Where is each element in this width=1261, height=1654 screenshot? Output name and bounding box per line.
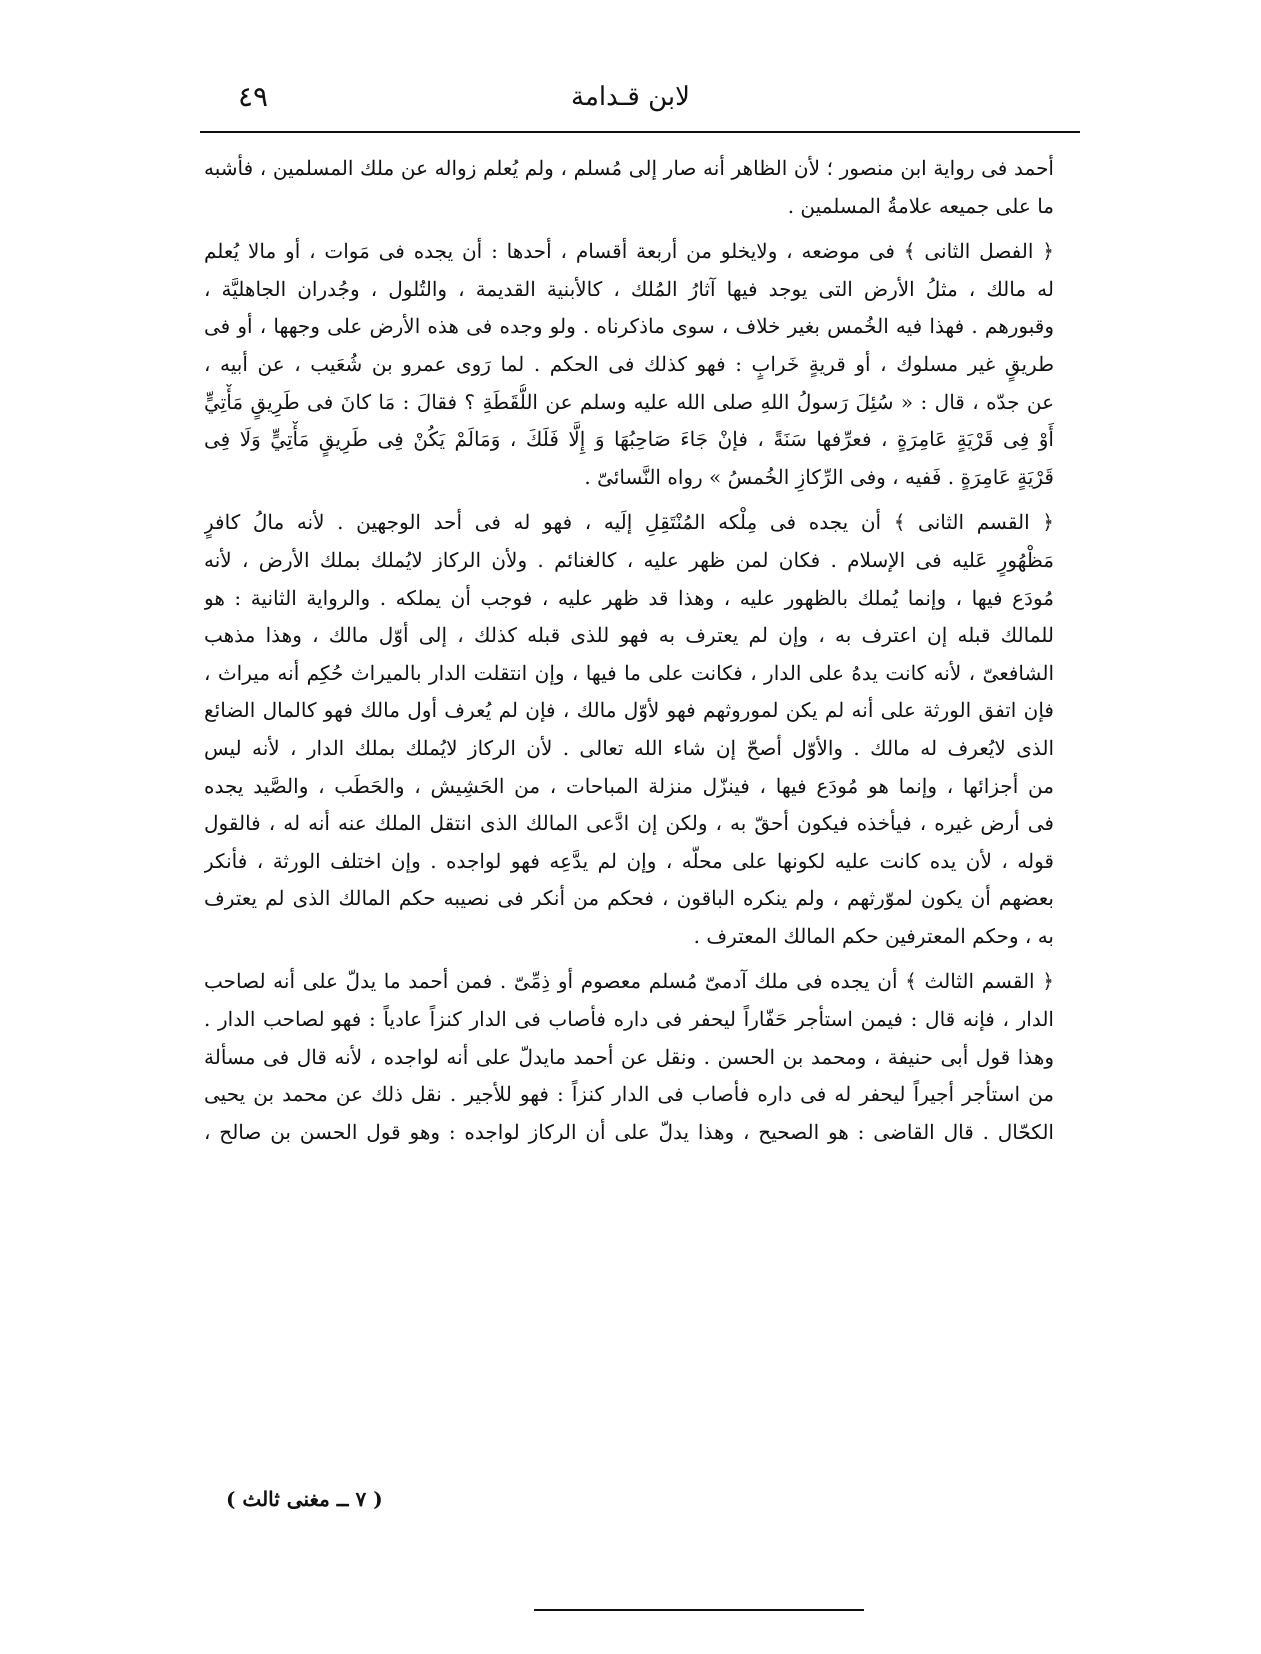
text-line: ﴿ الفصل الثانى ﴾ فى موضعه ، ولايخلو من أربعة أقسام ، أحدها : أن يجده فى مَوات ، أو مالا يُعلم xyxy=(204,239,1054,264)
text-line: طريقٍ غير مسلوك ، أو قريةٍ خَرابٍ : فهو كذلك فى الحكم . لما رَوى عمرو بن شُعَيب ، عن أبيه ، xyxy=(204,351,1054,376)
text-line: مُودَع فيها ، وإنما يُملك بالظهور عليه ، وهذا قد ظهر عليه ، فوجب أن يملكه . والرواية الثانية : هو xyxy=(204,585,1054,610)
text-line: عن جدّه ، قال : « سُئِلَ رَسولُ اللهِ صلى الله عليه وسلم عن اللُّقَطَةِ ؟ فقالَ : مَا كانَ فى طَرِيقٍ مَأْتِيٍّ xyxy=(204,389,1054,414)
running-header-title: لابن قـدامة xyxy=(571,82,690,112)
text-line: فى أرض غيره ، فيأخذه فيكون أحقّ به ، ولكن إن ادَّعى المالك الذى انتقل الملك عنه أنه له ، فالقول xyxy=(204,811,1054,836)
paragraph-intro xyxy=(204,150,1054,225)
text-line: الذى لايُعرف له مالك . والأوّل أصحّ إن شاء الله تعالى . لأن الركاز لايُملك بملك الدار ، لأنه ليس xyxy=(204,735,1054,760)
text-line: الدار ، فإنه قال : فيمن استأجر حَفّاراً ليحفر فى داره فأصاب فى الدار كنزاً عادياً : فهو لصاحب الدار . xyxy=(204,1007,1054,1032)
text-line: من أجزائها ، وإنما هو مُودَع فيها ، فينزّل منزلة المباحات ، من الحَشِيش ، والحَطَب ، والصَّيد يجده xyxy=(204,773,1054,798)
text-line: وهذا قول أبى حنيفة ، ومحمد بن الحسن . ونقل عن أحمد مايدلّ على أنه لواجده ، لأنه قال فى مسألة xyxy=(204,1044,1054,1069)
text-line: وقبورهم . فهذا فيه الخُمس بغير خلاف ، سوى ماذكرناه . ولو وجده فى هذه الأرض على وجهها ، أو فى xyxy=(204,314,1054,339)
text-line: من استأجر أجيراً ليحفر له فى داره فأصاب فى الدار كنزاً : فهو للأجير . نقل ذلك عن محمد بن يحيى xyxy=(204,1082,1054,1107)
text-line: قوله ، لأن يده كانت عليه لكونها على محلّه ، وإن لم يدَّعِه فهو لواجده . وإن اختلف الورثة ، فأنكر xyxy=(204,848,1054,873)
signature-mark: ( ٧ ــ مغنى ثالث ) xyxy=(226,1487,383,1511)
text-line: للمالك قبله إن اعترف به ، وإن لم يعترف به فهو للذى قبله كذلك ، إلى أوّل مالك ، وهذا مذهب xyxy=(204,623,1054,648)
paragraph-third-category xyxy=(204,963,1054,1151)
text-line: ﴿ القسم الثانى ﴾ أن يجده فى مِلْكه المُنْتَقِلِ إلَيه ، فهو له فى أحد الوجهين . لأنه مالُ كافرٍ xyxy=(204,510,1054,535)
text-line: فإن اتفق الورثة على أنه لم يكن لموروثهم فهو لأوّل مالك ، فإن لم يُعرف أول مالك فهو كالمال الضائع xyxy=(204,698,1054,723)
text-line: مَظْهُورٍ عَليه فى الإسلام . فكان لمن ظهر عليه ، كالغنائم . ولأن الركاز لايُملك بملك الأرض ، لأنه xyxy=(204,547,1054,572)
page-number: ٤٩ xyxy=(238,80,269,113)
text-line: أَوْ فِى قَرْيَةٍ عَامِرَةٍ ، فعرِّفها سَنَةً ، فإنْ جَاءَ صَاحِبُهَا وَ إِلَّا فَلَكَ ، وَمَالَمْ يَكُنْ فِى طَرِيقٍ مَأْتِيٍّ وَلَا فِى xyxy=(204,427,1054,452)
text-line: بعضهم أن يكون لموّرثهم ، ولم ينكره الباقون ، فحكم من أنكر فى نصيبه حكم المالك الذى لم يعترف xyxy=(204,886,1054,911)
paragraph-section-two xyxy=(204,233,1054,496)
text-line: أحمد فى رواية ابن منصور ؛ لأن الظاهر أنه صار إلى مُسلم ، ولم يُعلم زواله عن ملك المسلمين ، فأشبه xyxy=(204,156,1054,180)
text-line: به ، وحكم المعترفين حكم المالك المعترف . xyxy=(693,923,1054,948)
text-line: له مالك ، مثلُ الأرض التى يوجد فيها آثارُ المُلك ، كالأبنية القديمة ، والتُلول ، وجُدران الجاهليَّة ، xyxy=(204,276,1054,301)
footer-rule xyxy=(534,1609,864,1611)
text-line: ما على جميعه علامةُ المسلمين . xyxy=(787,193,1054,218)
text-line: قَرْيَةٍ عَامِرَةٍ . فَفيه ، وفى الرِّكازِ الخُمسُ » رواه النَّسائىّ . xyxy=(584,464,1054,489)
paragraph-second-category xyxy=(204,504,1054,955)
text-line: الكحّال . قال القاضى : هو الصحيح ، وهذا يدلّ على أن الركاز لواجده : وهو قول الحسن بن صالح ، xyxy=(204,1119,1054,1144)
text-line: ﴿ القسم الثالث ﴾ أن يجده فى ملك آدمىّ مُسلم معصوم أو ذِمِّىّ . فمن أحمد ما يدلّ على أنه لصاحب xyxy=(204,969,1054,994)
text-line: الشافعىّ ، لأنه كانت يدهُ على الدار ، فكانت على ما فيها ، وإن انتقلت الدار بالميراث حُكِم أنه ميراث ، xyxy=(204,660,1054,685)
body-text xyxy=(204,150,1054,1159)
header-rule xyxy=(200,131,1080,133)
